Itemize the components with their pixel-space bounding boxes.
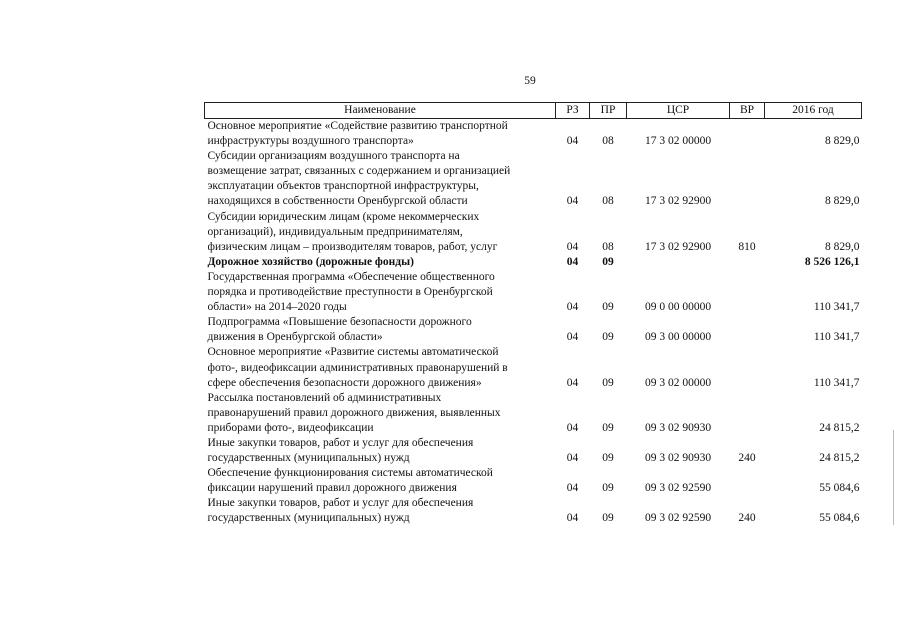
row-name bbox=[205, 210, 556, 255]
row-name-line: Основное мероприятие «Содействие развитию транспортной bbox=[207, 120, 508, 132]
row-rz: 04 bbox=[566, 135, 579, 148]
row-sum: 8 526 126,1 bbox=[804, 255, 860, 268]
row-csr: 09 0 00 00000 bbox=[644, 301, 712, 314]
row-name bbox=[205, 149, 556, 209]
header-pr: ПР bbox=[590, 103, 627, 119]
table-row bbox=[205, 315, 862, 345]
row-pr: 08 bbox=[602, 195, 614, 208]
row-name bbox=[205, 270, 556, 315]
row-sum: 8 829,0 bbox=[825, 195, 860, 208]
row-rz: 04 bbox=[566, 195, 579, 208]
row-csr: 09 3 02 90930 bbox=[644, 421, 712, 434]
table-row bbox=[205, 436, 862, 466]
row-name-line: правонарушений правил дорожного движения, выявленных bbox=[207, 406, 501, 419]
row-rz: 04 bbox=[566, 301, 579, 314]
row-name-line: физическим лицам – производителям товаров, работ, услуг bbox=[207, 240, 498, 253]
row-name-line: государственных (муниципальных) нужд bbox=[207, 452, 410, 465]
row-vr bbox=[730, 315, 765, 345]
row-name-line: Дорожное хозяйство (дорожные фонды) bbox=[207, 255, 414, 268]
table-row bbox=[205, 210, 862, 255]
header-name: Наименование bbox=[205, 103, 556, 119]
header-csr: ЦСР bbox=[627, 103, 730, 119]
row-vr bbox=[730, 345, 765, 390]
row-sum: 8 829,0 bbox=[825, 135, 860, 148]
row-sum: 24 815,2 bbox=[819, 452, 860, 465]
row-vr: 240 bbox=[738, 512, 756, 525]
row-pr: 09 bbox=[602, 255, 614, 268]
table-row bbox=[205, 466, 862, 496]
row-name-line: фото-, видеофиксации административных правонарушений в bbox=[207, 361, 508, 374]
row-sum: 55 084,6 bbox=[819, 512, 860, 525]
table-row bbox=[205, 119, 862, 150]
row-name-line: Субсидии организациям воздушного транспорта на bbox=[207, 150, 460, 163]
header-rz: РЗ bbox=[556, 103, 590, 119]
row-name-line: инфраструктуры воздушного транспорта» bbox=[207, 135, 414, 148]
header-vr: ВР bbox=[730, 103, 765, 119]
row-name bbox=[205, 255, 556, 270]
row-csr: 09 3 02 90930 bbox=[644, 452, 712, 465]
row-pr: 09 bbox=[602, 452, 614, 465]
row-vr bbox=[730, 149, 765, 209]
page-number: 59 bbox=[524, 75, 536, 87]
row-pr: 08 bbox=[602, 135, 614, 148]
row-vr bbox=[730, 391, 765, 436]
row-name-line: сфере обеспечения безопасности дорожного движения» bbox=[207, 376, 482, 389]
table-row bbox=[205, 391, 862, 436]
row-name-line: приборами фото-, видеофиксации bbox=[207, 421, 374, 434]
row-pr: 09 bbox=[602, 301, 614, 314]
row-csr: 17 3 02 92900 bbox=[644, 195, 712, 208]
row-csr: 09 3 02 00000 bbox=[644, 376, 712, 389]
row-rz: 04 bbox=[566, 512, 579, 525]
row-name bbox=[205, 119, 556, 150]
row-pr: 09 bbox=[602, 421, 614, 434]
row-vr: 240 bbox=[738, 452, 756, 465]
row-name-line: Иные закупки товаров, работ и услуг для обеспечения bbox=[207, 436, 474, 449]
row-name-line: области» на 2014–2020 годы bbox=[207, 301, 347, 314]
row-name-line: движения в Оренбургской области» bbox=[207, 331, 383, 344]
row-csr: 17 3 02 00000 bbox=[644, 135, 712, 148]
row-csr: 17 3 02 92900 bbox=[644, 240, 712, 253]
row-sum: 110 341,7 bbox=[813, 331, 860, 344]
row-sum: 24 815,2 bbox=[819, 421, 860, 434]
row-csr: 09 3 02 92590 bbox=[644, 512, 712, 525]
table-row bbox=[205, 496, 862, 526]
row-name-line: организаций), индивидуальным предпринимателям, bbox=[207, 225, 463, 238]
row-vr bbox=[730, 255, 765, 270]
row-pr: 09 bbox=[602, 376, 614, 389]
row-name bbox=[205, 436, 556, 466]
row-csr: 09 3 02 92590 bbox=[644, 482, 712, 495]
row-rz: 04 bbox=[566, 255, 579, 268]
header-year: 2016 год bbox=[765, 103, 862, 119]
table-body bbox=[205, 119, 862, 527]
row-sum: 110 341,7 bbox=[813, 376, 860, 389]
row-name bbox=[205, 466, 556, 496]
row-pr: 09 bbox=[602, 482, 614, 495]
header-row bbox=[205, 103, 862, 119]
row-name-line: Иные закупки товаров, работ и услуг для обеспечения bbox=[207, 497, 474, 510]
table-row bbox=[205, 255, 862, 270]
row-name-line: находящихся в собственности Оренбургской области bbox=[207, 195, 468, 208]
row-name-line: Рассылка постановлений об административных bbox=[207, 391, 442, 404]
row-name-line: Основное мероприятие «Развитие системы автоматической bbox=[207, 346, 499, 359]
row-rz: 04 bbox=[566, 452, 579, 465]
row-name bbox=[205, 345, 556, 390]
row-pr: 08 bbox=[602, 240, 614, 253]
scan-edge-mark bbox=[893, 430, 894, 525]
row-vr bbox=[730, 119, 765, 150]
row-name-line: порядка и противодействие преступности в Оренбургской bbox=[207, 286, 493, 299]
row-name-line: Субсидии юридическим лицам (кроме некоммерческих bbox=[207, 210, 480, 223]
row-rz: 04 bbox=[566, 376, 579, 389]
table-row bbox=[205, 345, 862, 390]
row-name-line: Государственная программа «Обеспечение общественного bbox=[207, 270, 495, 283]
row-vr: 810 bbox=[738, 240, 756, 253]
table-row bbox=[205, 270, 862, 315]
row-name-line: фиксации нарушений правил дорожного движения bbox=[207, 482, 457, 495]
table-row bbox=[205, 149, 862, 209]
row-pr: 09 bbox=[602, 331, 614, 344]
row-rz: 04 bbox=[566, 331, 579, 344]
row-rz: 04 bbox=[566, 240, 579, 253]
budget-table bbox=[204, 102, 862, 527]
row-name bbox=[205, 315, 556, 345]
row-name-line: Подпрограмма «Повышение безопасности дорожного bbox=[207, 316, 472, 329]
row-sum: 55 084,6 bbox=[819, 482, 860, 495]
row-rz: 04 bbox=[566, 421, 579, 434]
row-vr bbox=[730, 270, 765, 315]
row-csr bbox=[627, 255, 730, 270]
row-csr: 09 3 00 00000 bbox=[644, 331, 712, 344]
row-name-line: Обеспечение функционирования системы автоматической bbox=[207, 467, 493, 480]
row-name-line: эксплуатации объектов транспортной инфраструктуры, bbox=[207, 180, 479, 193]
row-rz: 04 bbox=[566, 482, 579, 495]
row-pr: 09 bbox=[602, 512, 614, 525]
row-sum: 8 829,0 bbox=[825, 240, 860, 253]
row-sum: 110 341,7 bbox=[813, 301, 860, 314]
row-name bbox=[205, 496, 556, 526]
table-header bbox=[205, 103, 862, 119]
row-name-line: государственных (муниципальных) нужд bbox=[207, 512, 410, 525]
row-name bbox=[205, 391, 556, 436]
row-vr bbox=[730, 466, 765, 496]
row-name-line: возмещение затрат, связанных с содержанием и организацией bbox=[207, 165, 511, 178]
